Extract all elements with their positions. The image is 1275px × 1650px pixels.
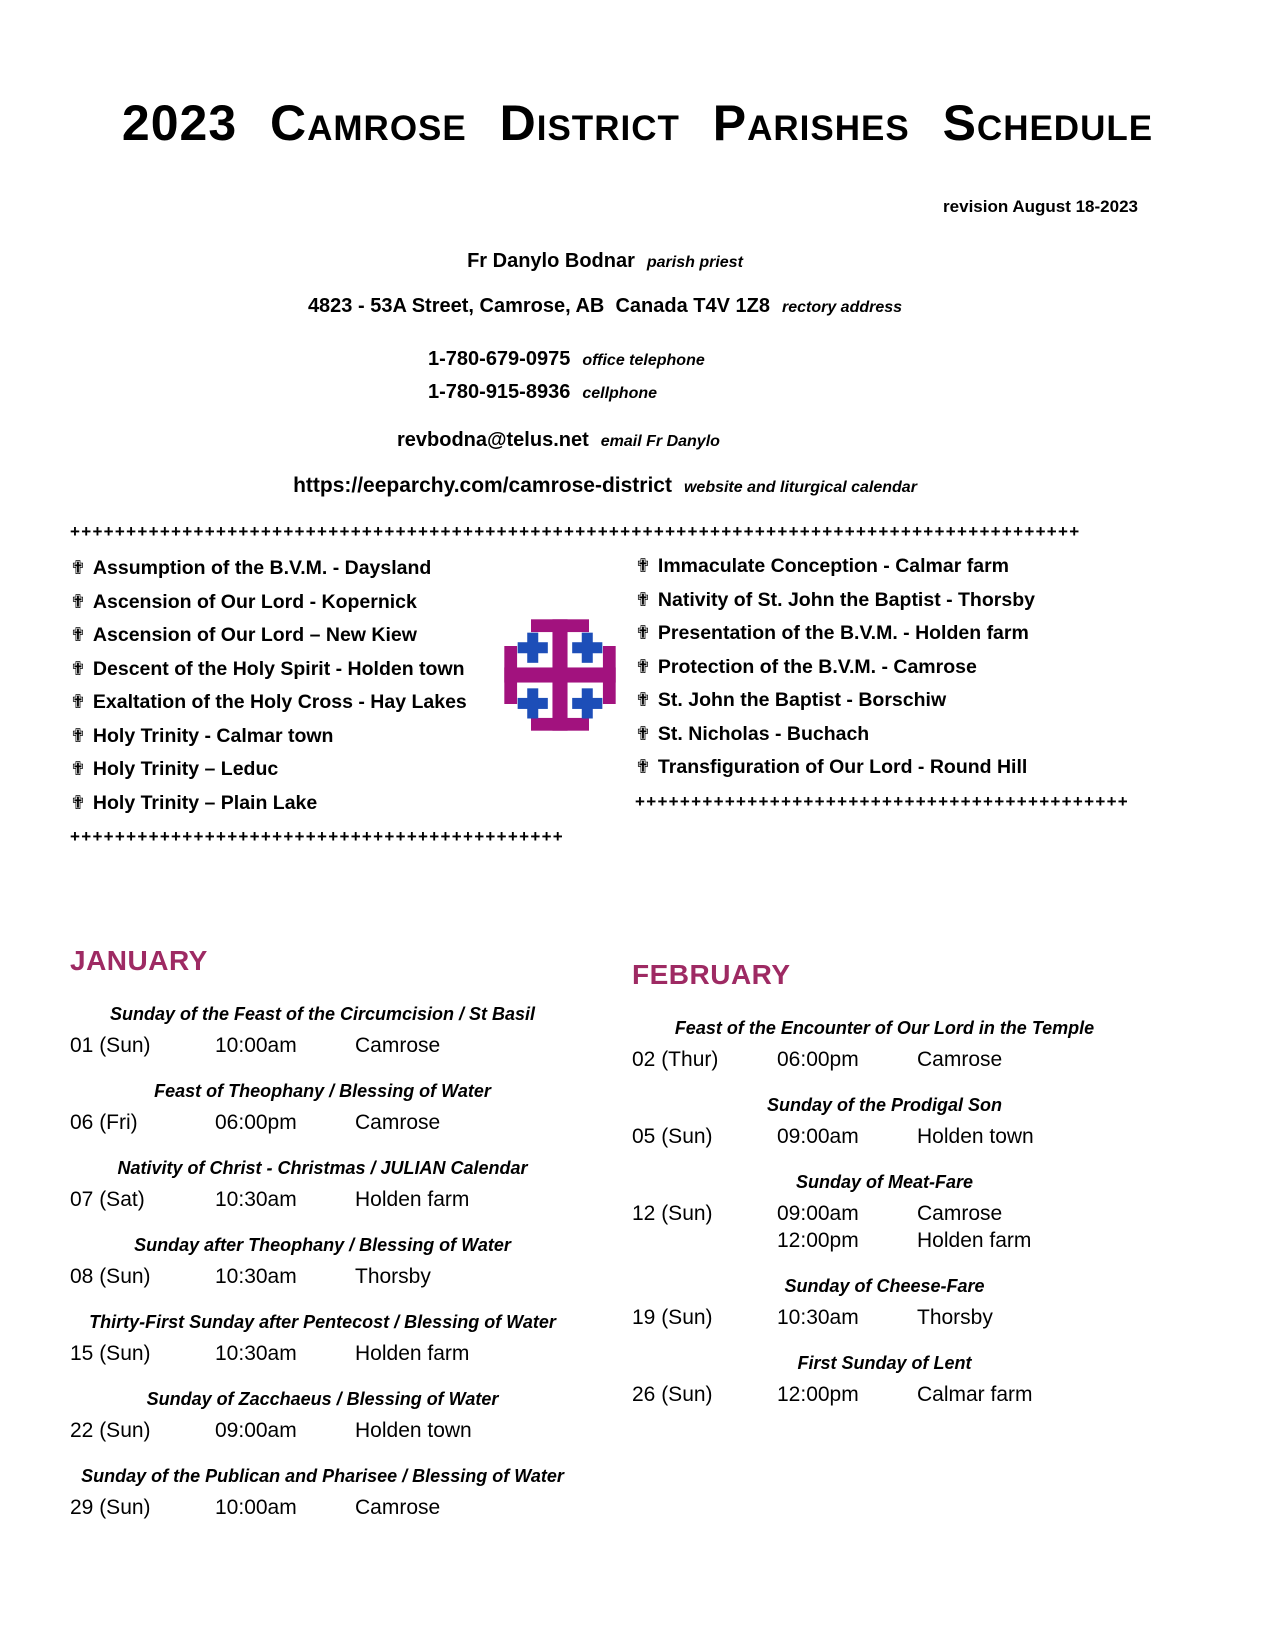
parish-item (635, 584, 1150, 618)
schedule-entry (70, 1157, 575, 1213)
entry-place: Camrose (355, 1496, 441, 1519)
office-phone-note: office telephone (582, 352, 705, 369)
parish-name: Ascension of Our Lord - Kopernick (92, 590, 417, 613)
latin-cross-icon: ✟ (70, 590, 86, 613)
address-line (0, 295, 1210, 318)
entry-place: Camrose (917, 1048, 1003, 1071)
cell-phone-line (428, 381, 657, 404)
parish-name: Transfiguration of Our Lord - Round Hill (657, 756, 1028, 778)
latin-cross-icon: ✟ (70, 657, 86, 680)
entry-place: Thorsby (917, 1306, 993, 1329)
priest-note: parish priest (646, 254, 743, 271)
parish-item (70, 686, 575, 720)
entry-time: 06:00pm (777, 1048, 859, 1071)
entry-date: 12 (Sun) (632, 1202, 713, 1225)
schedule-row (632, 1046, 1137, 1073)
entry-time: 10:30am (215, 1188, 297, 1211)
feast-title: First Sunday of Lent (797, 1353, 972, 1373)
schedule-entry (70, 1388, 575, 1444)
schedule-entry (70, 1234, 575, 1290)
month-section-january (70, 944, 575, 1542)
entry-place: Camrose (355, 1111, 441, 1134)
cell-phone-number: 1-780-915-8936 (428, 381, 571, 403)
latin-cross-icon: ✟ (635, 689, 651, 711)
plus-separator-right: ++++++++++++++++++++++++++++++++++++++++++++ (635, 791, 1130, 811)
schedule-entry (632, 1094, 1137, 1150)
entry-date (632, 1227, 777, 1254)
latin-cross-icon: ✟ (635, 655, 651, 678)
parish-item (635, 684, 1150, 718)
latin-cross-icon: ✟ (635, 756, 651, 778)
parish-list-right (635, 550, 1150, 818)
jerusalem-cross-icon (502, 617, 618, 733)
entry-date: 19 (Sun) (632, 1306, 713, 1329)
schedule-entry (632, 1352, 1137, 1408)
schedule-row (70, 1417, 575, 1444)
parish-item (70, 586, 575, 620)
parish-item (70, 653, 575, 687)
feast-title: Sunday after Theophany / Blessing of Water (134, 1235, 511, 1255)
parish-name: Holy Trinity – Plain Lake (92, 791, 318, 814)
parish-item (70, 753, 575, 787)
office-phone-number: 1-780-679-0975 (428, 348, 571, 370)
feast-title: Sunday of the Feast of the Circumcision / St Basil (109, 1004, 536, 1024)
entry-time: 12:00pm (777, 1383, 859, 1406)
latin-cross-icon: ✟ (70, 791, 86, 814)
schedule-entry (70, 1465, 575, 1521)
entry-place: Calmar farm (917, 1383, 1033, 1406)
feast-title: Sunday of Zacchaeus / Blessing of Water (146, 1389, 499, 1409)
entry-date: 01 (Sun) (70, 1034, 151, 1057)
latin-cross-icon: ✟ (635, 722, 651, 745)
parish-name: Presentation of the B.V.M. - Holden farm (657, 622, 1029, 644)
entry-place: Thorsby (355, 1265, 431, 1288)
email-note: email Fr Danylo (600, 433, 720, 450)
entry-time: 09:00am (777, 1125, 859, 1148)
parish-list-left (70, 552, 575, 854)
priest-name: Fr Danylo Bodnar (467, 250, 635, 272)
schedule-entry (632, 1017, 1137, 1073)
latin-cross-icon: ✟ (635, 622, 651, 644)
entry-time: 10:00am (215, 1034, 297, 1057)
schedule-row (632, 1123, 1137, 1150)
schedule-row (70, 1494, 575, 1521)
schedule-entry (70, 1311, 575, 1367)
feast-title: Sunday of the Prodigal Son (766, 1095, 1002, 1115)
parish-name: Ascension of Our Lord – New Kiew (92, 624, 417, 646)
latin-cross-icon: ✟ (635, 555, 651, 577)
entry-place: Camrose (355, 1034, 441, 1057)
latin-cross-icon: ✟ (70, 624, 86, 646)
schedule-entry (70, 1080, 575, 1136)
parish-item (70, 619, 575, 653)
website-note: website and liturgical calendar (683, 479, 917, 496)
entry-date: 22 (Sun) (70, 1419, 151, 1442)
entry-time: 09:00am (777, 1202, 859, 1225)
schedule-row (70, 1263, 575, 1290)
entry-date: 15 (Sun) (70, 1342, 151, 1365)
parish-name: Assumption of the B.V.M. - Daysland (92, 557, 432, 579)
parish-name: St. John the Baptist - Borschiw (657, 689, 947, 711)
entry-time: 10:30am (777, 1306, 859, 1329)
entry-date: 08 (Sun) (70, 1265, 151, 1288)
entry-place: Holden town (355, 1419, 472, 1442)
entry-date: 02 (Thur) (632, 1048, 719, 1071)
latin-cross-icon: ✟ (70, 691, 86, 713)
month-section-february (632, 958, 1137, 1429)
parish-item (635, 751, 1150, 785)
parish-name: Exaltation of the Holy Cross - Hay Lakes (92, 691, 467, 713)
parish-item (635, 617, 1150, 651)
feast-title: Thirty-First Sunday after Pentecost / Blessing of Water (89, 1312, 556, 1332)
email-line (397, 429, 720, 452)
entry-time: 10:30am (215, 1265, 297, 1288)
website-url: https://eeparchy.com/camrose-district (293, 474, 672, 497)
schedule-entry (632, 1171, 1137, 1254)
entry-date: 05 (Sun) (632, 1125, 713, 1148)
schedule-row (70, 1340, 575, 1367)
entry-place: Holden farm (355, 1188, 470, 1211)
feast-title: Sunday of the Publican and Pharisee / Blessing of Water (81, 1466, 564, 1486)
office-phone-line (428, 348, 705, 371)
feast-title: Feast of Theophany / Blessing of Water (154, 1081, 491, 1101)
schedule-row (70, 1109, 575, 1136)
schedule-row (632, 1304, 1137, 1331)
revision-date: revision August 18-2023 (943, 197, 1138, 216)
parish-item (70, 552, 575, 586)
month-title: FEBRUARY (632, 959, 791, 990)
parish-item (70, 787, 575, 821)
entry-date: 26 (Sun) (632, 1383, 713, 1406)
feast-title: Feast of the Encounter of Our Lord in the Temple (674, 1018, 1095, 1038)
entry-date: 07 (Sat) (70, 1188, 145, 1211)
parish-name: Immaculate Conception - Calmar farm (657, 555, 1010, 577)
feast-title: Sunday of Meat-Fare (795, 1172, 974, 1192)
parish-name: Protection of the B.V.M. - Camrose (657, 655, 977, 678)
page-title: 2023 Camrose District Parishes Schedule (121, 95, 1154, 151)
plus-separator-top: ++++++++++++++++++++++++++++++++++++++++++++++++++++++++++++++++++++++++++++++++++++++++++ (70, 522, 1081, 541)
entry-time: 12:00pm (777, 1229, 859, 1252)
parish-item (635, 651, 1150, 685)
priest-line (0, 250, 1210, 273)
entry-place: Holden town (917, 1125, 1034, 1148)
parish-item (635, 718, 1150, 752)
entry-date: 29 (Sun) (70, 1496, 151, 1519)
entry-date: 06 (Fri) (70, 1111, 138, 1134)
entry-time: 10:00am (215, 1496, 297, 1519)
address-note: rectory address (781, 299, 903, 316)
schedule-entry (70, 1003, 575, 1059)
parish-name: Holy Trinity – Leduc (92, 758, 279, 780)
schedule-row (632, 1381, 1137, 1408)
latin-cross-icon: ✟ (635, 588, 651, 611)
parish-name: Descent of the Holy Spirit - Holden town (92, 657, 465, 680)
plus-separator-left: ++++++++++++++++++++++++++++++++++++++++++++ (70, 827, 565, 846)
latin-cross-icon: ✟ (70, 724, 86, 747)
email-address: revbodna@telus.net (397, 429, 589, 451)
entry-place: Camrose (917, 1202, 1003, 1225)
entry-place: Holden farm (355, 1342, 470, 1365)
schedule-row (632, 1227, 1137, 1254)
month-title: JANUARY (70, 945, 208, 976)
schedule-row (70, 1032, 575, 1059)
schedule-entry (632, 1275, 1137, 1331)
entry-place: Holden farm (917, 1229, 1032, 1252)
feast-title: Sunday of Cheese-Fare (784, 1276, 985, 1296)
schedule-row (70, 1186, 575, 1213)
schedule-row (632, 1200, 1137, 1227)
parish-name: Holy Trinity - Calmar town (92, 724, 334, 747)
entry-time: 10:30am (215, 1342, 297, 1365)
website-line (0, 474, 1210, 498)
parish-item (70, 720, 575, 754)
parish-item (635, 550, 1150, 584)
parish-name: Nativity of St. John the Baptist - Thorsby (657, 588, 1035, 611)
entry-time: 09:00am (215, 1419, 297, 1442)
rectory-address: 4823 - 53A Street, Camrose, AB Canada T4V 1Z8 (307, 295, 770, 317)
latin-cross-icon: ✟ (70, 758, 86, 780)
entry-time: 06:00pm (215, 1111, 297, 1134)
parish-name: St. Nicholas - Buchach (657, 722, 870, 745)
feast-title: Nativity of Christ - Christmas / JULIAN Calendar (117, 1158, 528, 1178)
cell-phone-note: cellphone (582, 385, 658, 402)
latin-cross-icon: ✟ (70, 557, 86, 579)
